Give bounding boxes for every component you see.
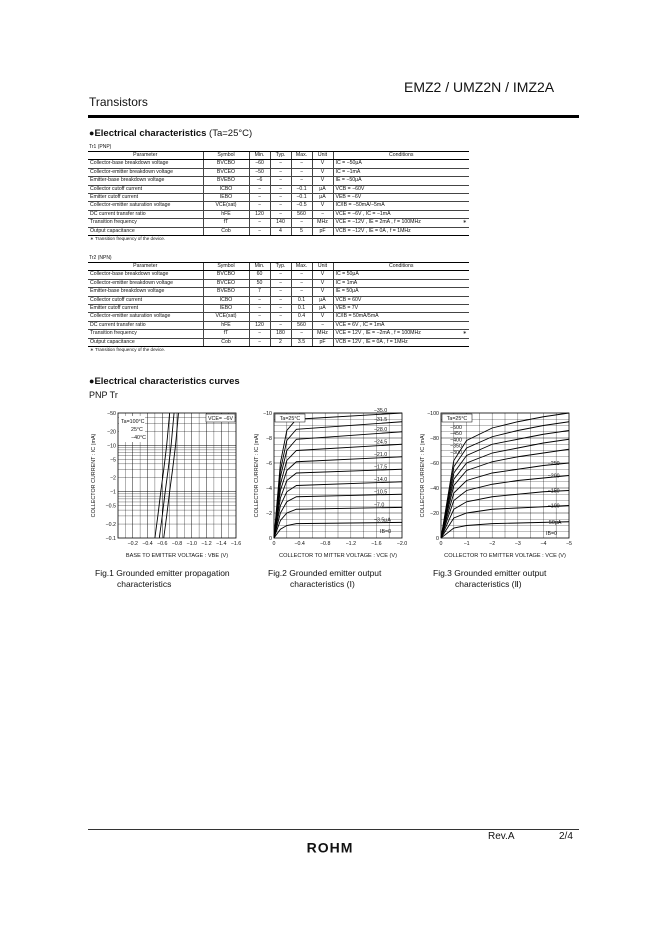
elec-char-heading	[89, 128, 252, 139]
table-cell: 2	[270, 338, 291, 346]
series-label: −21.0	[373, 451, 388, 458]
table-cell: −	[270, 296, 291, 304]
table-header-cell: Conditions	[333, 152, 469, 160]
section-label: Transistors	[89, 95, 148, 109]
x-tick-label: −4	[540, 541, 547, 547]
y-tick-label: 0	[269, 536, 272, 542]
table-cell: VCE(sat)	[203, 313, 249, 321]
annotation-vce: VCE= −6V	[207, 416, 234, 422]
table-cell	[455, 210, 469, 218]
table-cell	[455, 288, 469, 296]
table-cell	[455, 279, 469, 287]
table-cell: −	[270, 271, 291, 279]
table-cell: 5	[291, 227, 312, 235]
table-cell	[455, 202, 469, 210]
series-label: −250	[547, 461, 560, 467]
header-rule	[88, 115, 579, 118]
fig3-caption-line2: characteristics (Ⅱ)	[455, 579, 522, 589]
table-cell: IC = 1mA	[333, 279, 455, 287]
series-label: −14.0	[373, 476, 388, 483]
table-cell: Collector-emitter saturation voltage	[88, 313, 203, 321]
table-cell: 120	[249, 321, 270, 329]
curves-title: Electrical characteristics curves	[94, 376, 240, 387]
page-number: 2/4	[559, 831, 573, 842]
table-cell: −	[249, 202, 270, 210]
table-cell: VCE = 12V , IE = −2mA , f = 100MHz	[333, 330, 455, 338]
table-row	[88, 210, 469, 218]
table-header-cell: Min.	[249, 263, 270, 271]
series-label: −28.0	[373, 426, 388, 433]
table-cell: VCE = 6V , IC = 1mA	[333, 321, 455, 329]
table-cell: −	[270, 185, 291, 193]
table-cell: −	[312, 321, 333, 329]
table-cell: MHz	[312, 219, 333, 227]
table-row	[88, 279, 469, 287]
chart-fig2	[252, 405, 412, 565]
x-tick-label: −2	[489, 541, 496, 547]
y-tick-label: −10	[107, 443, 116, 450]
table-cell: −	[249, 185, 270, 193]
table-footnote-tr2: ∗ Transition frequency of the device.	[90, 347, 166, 352]
y-tick-label: 0	[436, 536, 439, 542]
table-footnote-tr1: ∗ Transition frequency of the device.	[90, 236, 166, 241]
table-cell: DC current transfer ratio	[88, 210, 203, 218]
table-cell: V	[312, 160, 333, 168]
table-cell: Collector-emitter breakdown voltage	[88, 279, 203, 287]
table-cell: −	[270, 160, 291, 168]
table-cell: VEB = 7V	[333, 305, 455, 313]
fig2-caption	[268, 568, 381, 590]
x-tick-label: −1.4	[216, 541, 227, 547]
table-cell: −	[291, 288, 312, 296]
annotation-ib0: IB=0	[546, 531, 558, 537]
table-cell: pF	[312, 227, 333, 235]
table-cell: −	[249, 338, 270, 346]
y-tick-label: −1	[109, 489, 116, 496]
fig2-caption-line1: Fig.2 Grounded emitter output	[268, 568, 382, 578]
table-cell: V	[312, 177, 333, 185]
y-tick-label: −100	[427, 411, 439, 417]
y-axis-label: COLLECTOR CURRENT : IC (mA)	[420, 433, 426, 518]
table-row	[88, 338, 469, 346]
table-cell: 140	[270, 219, 291, 227]
table-row	[88, 168, 469, 176]
table-row	[88, 194, 469, 202]
table-row	[88, 313, 469, 321]
x-axis-label: COLLECTOR TO MITTER VOLTAGE : VCE (V)	[279, 553, 397, 559]
table-cell: 120	[249, 210, 270, 218]
table-cell: −	[270, 305, 291, 313]
x-tick-label: −1	[463, 541, 470, 547]
x-tick-label: −1.6	[230, 541, 242, 547]
x-tick-label: −1.0	[186, 541, 197, 547]
table-cell: −	[249, 313, 270, 321]
table-cell: 0.1	[291, 296, 312, 304]
table-cell	[455, 296, 469, 304]
table-cell: −	[270, 313, 291, 321]
table-header-cell: Parameter	[88, 263, 203, 271]
table-row	[88, 271, 469, 279]
rohm-logo	[305, 840, 355, 854]
table-cell: Collector-emitter breakdown voltage	[88, 168, 203, 176]
table-cell: −	[291, 330, 312, 338]
table-cell: Transition frequency	[88, 330, 203, 338]
table-cell: Collector cutoff current	[88, 296, 203, 304]
table-cell: Transition frequency	[88, 219, 203, 227]
table-cell: Collector cutoff current	[88, 185, 203, 193]
table-row	[88, 288, 469, 296]
x-axis-label: COLLECTOR TO EMITTER VOLTAGE : VCE (V)	[444, 553, 566, 559]
table-header-cell: Symbol	[203, 152, 249, 160]
table-cell: −	[312, 210, 333, 218]
table-cell: BVCBO	[203, 271, 249, 279]
table-cell: IEBO	[203, 305, 249, 313]
table-cell	[455, 185, 469, 193]
table-cell: BVCEO	[203, 168, 249, 176]
table-cell: ∗	[455, 219, 469, 227]
table-cell: −0.1	[291, 185, 312, 193]
electrical-table-tr2	[88, 262, 469, 347]
y-tick-label: −10	[263, 411, 272, 417]
table-cell: IC = 50μA	[333, 271, 455, 279]
table-cell: 560	[291, 210, 312, 218]
table-cell: −	[249, 227, 270, 235]
table-cell: DC current transfer ratio	[88, 321, 203, 329]
table-cell: 0.1	[291, 305, 312, 313]
series-label: −7.0	[373, 502, 385, 509]
fig1-caption	[95, 568, 230, 590]
table-cell: IC = −50μA	[333, 160, 455, 168]
table-cell: μA	[312, 194, 333, 202]
series-label: −17.5	[373, 464, 388, 471]
table-cell: −6	[249, 177, 270, 185]
table-cell: IC/IB = −50mA/−5mA	[333, 202, 455, 210]
x-tick-label: −2.0	[396, 541, 408, 547]
table-header-cell: Min.	[249, 152, 270, 160]
table-cell: Collector-emitter saturation voltage	[88, 202, 203, 210]
table-cell: hFE	[203, 210, 249, 218]
chart-fig1	[88, 405, 248, 565]
table-cell	[455, 271, 469, 279]
electrical-table-tr1	[88, 151, 469, 236]
table-cell: −	[249, 305, 270, 313]
series-label: −400	[450, 437, 462, 444]
table-cell: −0.1	[291, 194, 312, 202]
table-cell: Cob	[203, 227, 249, 235]
table-header-row	[88, 263, 469, 271]
table-cell: −	[270, 177, 291, 185]
x-tick-label: −3	[514, 541, 521, 547]
table-cell: VCE(sat)	[203, 202, 249, 210]
series-label: −3.5μA	[373, 517, 391, 524]
y-tick-label: −4	[265, 486, 272, 492]
revision-label: Rev.A	[488, 831, 515, 842]
table-cell: −	[270, 279, 291, 287]
table-cell	[455, 338, 469, 346]
table-row	[88, 219, 469, 227]
y-tick-label: −6	[265, 461, 272, 467]
table-cell: 7	[249, 288, 270, 296]
table-cell: 560	[291, 321, 312, 329]
table-cell: BVCEO	[203, 279, 249, 287]
series-label: −100	[547, 503, 560, 510]
y-tick-label: −0.1	[105, 536, 116, 542]
y-tick-label: −5	[109, 457, 116, 464]
y-tick-label: −2	[109, 475, 116, 482]
table-cell: −	[291, 168, 312, 176]
table-cell: 50	[249, 279, 270, 287]
table-cell: 60	[249, 271, 270, 279]
table-row	[88, 321, 469, 329]
annotation-ta25: 25°C	[131, 427, 143, 433]
table-cell: VCB = −12V , IE = 0A , f = 1MHz	[333, 227, 455, 235]
fig1-caption-line2: characteristics	[117, 579, 172, 589]
table-cell: Emitter-base breakdown voltage	[88, 177, 203, 185]
bullet-icon: ●	[89, 128, 95, 138]
y-tick-label: −20	[107, 429, 116, 436]
annotation-ib0: IB=0	[380, 529, 392, 535]
table-header-row	[88, 152, 469, 160]
table-cell: V	[312, 288, 333, 296]
x-tick-label: −1.2	[345, 541, 357, 547]
table-label-tr2: Tr2 (NPN)	[89, 255, 112, 261]
y-tick-label: −50	[107, 411, 116, 417]
table-cell: −	[249, 194, 270, 202]
series-label: −350	[450, 443, 462, 450]
table-header-cell: Typ.	[270, 152, 291, 160]
annotation-ta-40: −40°C	[131, 435, 146, 441]
x-tick-label: −0.6	[157, 541, 168, 547]
table-row	[88, 185, 469, 193]
rohm-logo-text: ROHM	[306, 840, 354, 854]
y-tick-label: −60	[430, 461, 439, 467]
x-tick-label: −0.4	[294, 541, 305, 547]
table-row	[88, 305, 469, 313]
table-cell: V	[312, 313, 333, 321]
table-cell: Emitter cutoff current	[88, 305, 203, 313]
x-tick-label: 0	[272, 541, 276, 547]
fig2-caption-line2: characteristics (Ⅰ)	[290, 579, 355, 589]
table-cell: −	[270, 321, 291, 329]
table-row	[88, 296, 469, 304]
table-cell	[455, 194, 469, 202]
table-cell: −50	[249, 168, 270, 176]
table-cell: IC = −1mA	[333, 168, 455, 176]
table-cell: VCB = 60V	[333, 296, 455, 304]
table-cell: −	[270, 288, 291, 296]
x-tick-label: −0.2	[127, 541, 138, 547]
table-cell: fT	[203, 330, 249, 338]
table-cell: ICBO	[203, 185, 249, 193]
table-cell: −	[249, 219, 270, 227]
table-cell: −	[270, 194, 291, 202]
table-cell	[455, 160, 469, 168]
x-tick-label: −0.4	[142, 541, 153, 547]
elec-char-condition: (Ta=25°C)	[209, 128, 253, 139]
y-tick-label: −20	[430, 511, 439, 517]
curves-subtitle: PNP Tr	[89, 390, 118, 400]
elec-char-title: Electrical characteristics	[94, 128, 207, 139]
table-cell: −	[249, 296, 270, 304]
table-cell: ∗	[455, 330, 469, 338]
table-cell: VCE = −12V , IE = 2mA , f = 100MHz	[333, 219, 455, 227]
table-row	[88, 330, 469, 338]
y-tick-label: −0.5	[105, 503, 116, 510]
annotation-ta: Ta=25°C	[279, 416, 301, 422]
table-header-cell: Max.	[291, 263, 312, 271]
table-cell: −	[291, 219, 312, 227]
table-header-cell: Max.	[291, 152, 312, 160]
table-header-cell: Symbol	[203, 263, 249, 271]
table-cell: −	[291, 177, 312, 185]
table-cell	[455, 177, 469, 185]
y-tick-label: −0.2	[105, 522, 116, 529]
annotation-ta: Ta=25°C	[446, 416, 468, 422]
table-cell: IEBO	[203, 194, 249, 202]
table-cell: −	[249, 330, 270, 338]
table-cell: pF	[312, 338, 333, 346]
table-header-cell: Parameter	[88, 152, 203, 160]
x-tick-label: −5	[565, 541, 573, 547]
table-cell	[455, 305, 469, 313]
table-cell: V	[312, 168, 333, 176]
table-cell: V	[312, 279, 333, 287]
series-label: −500	[450, 425, 462, 431]
series-label: −300	[450, 449, 462, 456]
y-axis-label: COLLECTOR CURRENT : IC (mA)	[91, 433, 97, 518]
table-cell: BVEBO	[203, 177, 249, 185]
x-tick-label: −0.8	[319, 541, 331, 547]
y-tick-label: −40	[430, 486, 439, 492]
table-cell: IE = 50μA	[333, 288, 455, 296]
series-label: −200	[547, 473, 560, 480]
footer-rule	[88, 829, 579, 830]
series-label: −150	[547, 488, 560, 495]
table-cell: VEB = −6V	[333, 194, 455, 202]
table-cell: −	[270, 210, 291, 218]
table-cell: −	[270, 168, 291, 176]
y-axis-label: COLLECTOR CURRENT : IC (mA)	[254, 433, 260, 518]
table-cell	[455, 321, 469, 329]
table-cell: Emitter cutoff current	[88, 194, 203, 202]
table-cell: Emitter-base breakdown voltage	[88, 288, 203, 296]
y-tick-label: −2	[265, 511, 272, 517]
table-header-cell: Unit	[312, 263, 333, 271]
table-cell: ICBO	[203, 296, 249, 304]
table-row	[88, 202, 469, 210]
table-cell	[455, 227, 469, 235]
annotation-ta100: Ta=100°C	[121, 419, 145, 425]
y-tick-label: −8	[265, 436, 272, 442]
table-cell: hFE	[203, 321, 249, 329]
table-cell: −0.5	[291, 202, 312, 210]
table-cell: Cob	[203, 338, 249, 346]
bullet-icon: ●	[89, 376, 95, 386]
table-header-cell: Conditions	[333, 263, 469, 271]
table-row	[88, 160, 469, 168]
table-cell: VCB = −60V	[333, 185, 455, 193]
series-label: −35.0	[373, 408, 388, 414]
chart-fig3	[418, 405, 578, 565]
table-cell: Output capacitance	[88, 338, 203, 346]
table-cell: Collector-base breakdown voltage	[88, 160, 203, 168]
table-cell: μA	[312, 185, 333, 193]
table-cell: V	[312, 271, 333, 279]
series-label: −10.5	[373, 489, 388, 496]
series-label: −450	[450, 431, 462, 438]
table-row	[88, 177, 469, 185]
table-cell: BVCBO	[203, 160, 249, 168]
table-cell: μA	[312, 305, 333, 313]
table-cell: 3.5	[291, 338, 312, 346]
table-cell: 4	[270, 227, 291, 235]
x-tick-label: −1.6	[371, 541, 382, 547]
table-cell: VCE = −6V , IC = −1mA	[333, 210, 455, 218]
table-cell: −	[291, 279, 312, 287]
x-axis-label: BASE TO EMITTER VOLTAGE : VBE (V)	[125, 553, 229, 559]
fig3-caption	[433, 568, 546, 590]
table-cell: IC/IB = 50mA/5mA	[333, 313, 455, 321]
table-cell	[455, 313, 469, 321]
table-row	[88, 227, 469, 235]
x-tick-label: 0	[439, 541, 443, 547]
y-tick-label: −80	[430, 436, 439, 442]
fig1-caption-line1: Fig.1 Grounded emitter propagation	[95, 568, 230, 578]
table-cell: Output capacitance	[88, 227, 203, 235]
table-label-tr1: Tr1 (PNP)	[89, 144, 112, 150]
table-cell: IE = −50μA	[333, 177, 455, 185]
x-tick-label: −1.2	[201, 541, 212, 547]
table-cell: μA	[312, 296, 333, 304]
document-title: EMZ2 / UMZ2N / IMZ2A	[404, 79, 555, 95]
table-cell: VCB = 12V , IE = 0A , f = 1MHz	[333, 338, 455, 346]
series-label: −24.5	[373, 439, 388, 446]
table-cell: −	[270, 202, 291, 210]
series-label: −31.5	[373, 416, 388, 423]
table-cell: −	[291, 271, 312, 279]
curves-heading	[89, 376, 240, 387]
table-cell: 0.4	[291, 313, 312, 321]
table-cell: fT	[203, 219, 249, 227]
table-cell: 180	[270, 330, 291, 338]
table-cell: −60	[249, 160, 270, 168]
table-header-cell: Unit	[312, 152, 333, 160]
table-cell	[455, 168, 469, 176]
table-cell: MHz	[312, 330, 333, 338]
table-header-cell: Typ.	[270, 263, 291, 271]
series-label: −50μA	[545, 519, 562, 526]
table-cell: BVEBO	[203, 288, 249, 296]
fig3-caption-line1: Fig.3 Grounded emitter output	[433, 568, 547, 578]
table-cell: −	[291, 160, 312, 168]
table-cell: Collector-base breakdown voltage	[88, 271, 203, 279]
table-cell: V	[312, 202, 333, 210]
x-tick-label: −0.8	[171, 541, 183, 547]
